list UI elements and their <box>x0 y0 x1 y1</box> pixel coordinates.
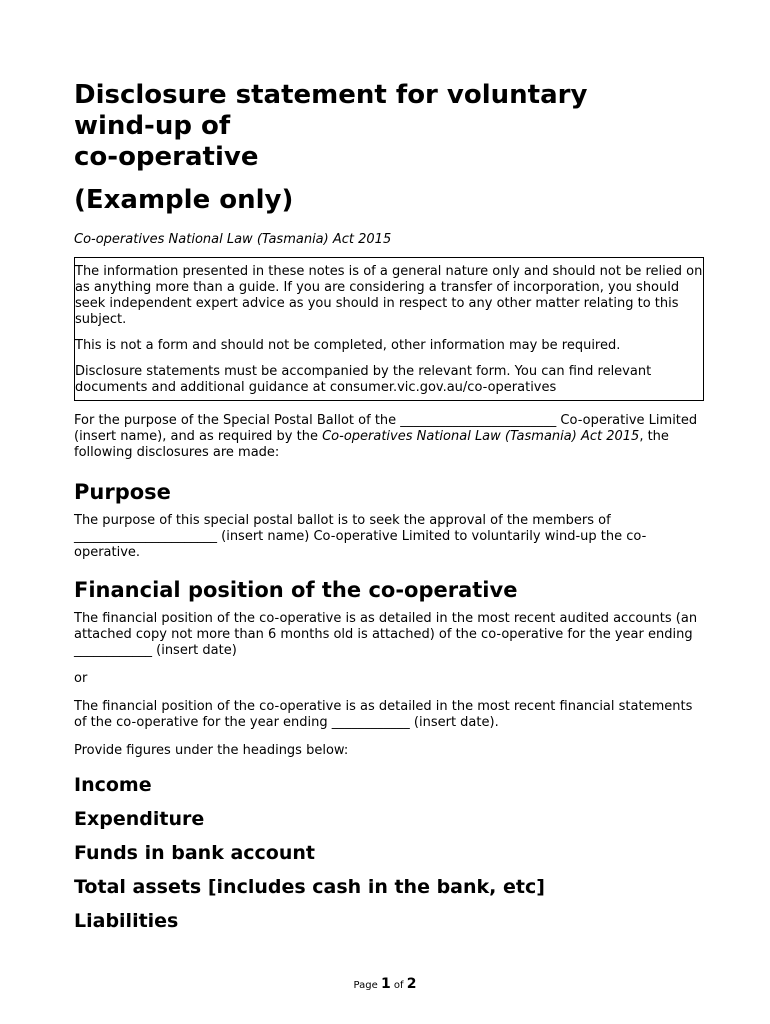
intro-text-after: , the following disclosures are made: <box>74 429 669 460</box>
heading-expenditure: Expenditure <box>74 808 205 830</box>
provide-figures-text: Provide figures under the headings below: <box>74 743 349 758</box>
notice-paragraph-2: This is not a form and should not be completed, other information may be required. <box>75 338 621 353</box>
title-line-3: co-operative <box>74 142 259 172</box>
document-subtitle: (Example only) <box>74 185 294 215</box>
act-reference: Co-operatives National Law (Tasmania) Act 2015 <box>74 232 392 247</box>
title-line-2: wind-up of <box>74 111 231 141</box>
document-page <box>74 80 702 933</box>
purpose-paragraph: The purpose of this special postal ballot is to seek the approval of the members of ______________________ (insert name) Co-operative Limited to voluntarily wind-up the co-operative. <box>74 513 647 560</box>
notice-paragraph-1: The information presented in these notes is of a general nature only and should not be relied on as anything more than a guide. If you are considering a transfer of incorporation, you should seek independent expert advice as you should in respect to any other matter relating to this subject. <box>75 264 703 327</box>
heading-liabilities: Liabilities <box>74 910 179 932</box>
page-total: 2 <box>406 976 417 992</box>
heading-income: Income <box>74 774 152 796</box>
page-footer <box>0 976 770 992</box>
page-word: Page <box>353 980 378 991</box>
financial-paragraph-1: The financial position of the co-operative is as detailed in the most recent audited accounts (an attached copy not more than 6 months old is attached) of the co-operative for the year ending ____________ (insert date) <box>74 611 698 658</box>
document-title <box>74 80 702 173</box>
financial-heading: Financial position of the co-operative <box>74 578 518 602</box>
page-current: 1 <box>380 976 391 992</box>
intro-act-name: Co-operatives National Law (Tasmania) Act 2015 <box>322 429 640 444</box>
financial-paragraph-2: The financial position of the co-operative is as detailed in the most recent financial statements of the co-operative for the year ending ____________ (insert date). <box>74 699 693 730</box>
or-text: or <box>74 671 88 686</box>
intro-text-before: For the purpose of the Special Postal Ballot of the ________________________ Co-operative Limited (insert name), and as required by the <box>74 413 698 444</box>
title-line-1: Disclosure statement for voluntary <box>74 80 588 110</box>
notice-paragraph-3: Disclosure statements must be accompanied by the relevant form. You can find relevant documents and additional guidance at consumer.vic.gov.au/co-operatives <box>75 364 652 395</box>
heading-total-assets: Total assets [includes cash in the bank, etc] <box>74 876 545 898</box>
intro-paragraph <box>74 413 702 461</box>
notice-box <box>74 257 704 401</box>
purpose-heading: Purpose <box>74 480 171 504</box>
of-word: of <box>393 980 404 991</box>
heading-funds-in-bank: Funds in bank account <box>74 842 315 864</box>
